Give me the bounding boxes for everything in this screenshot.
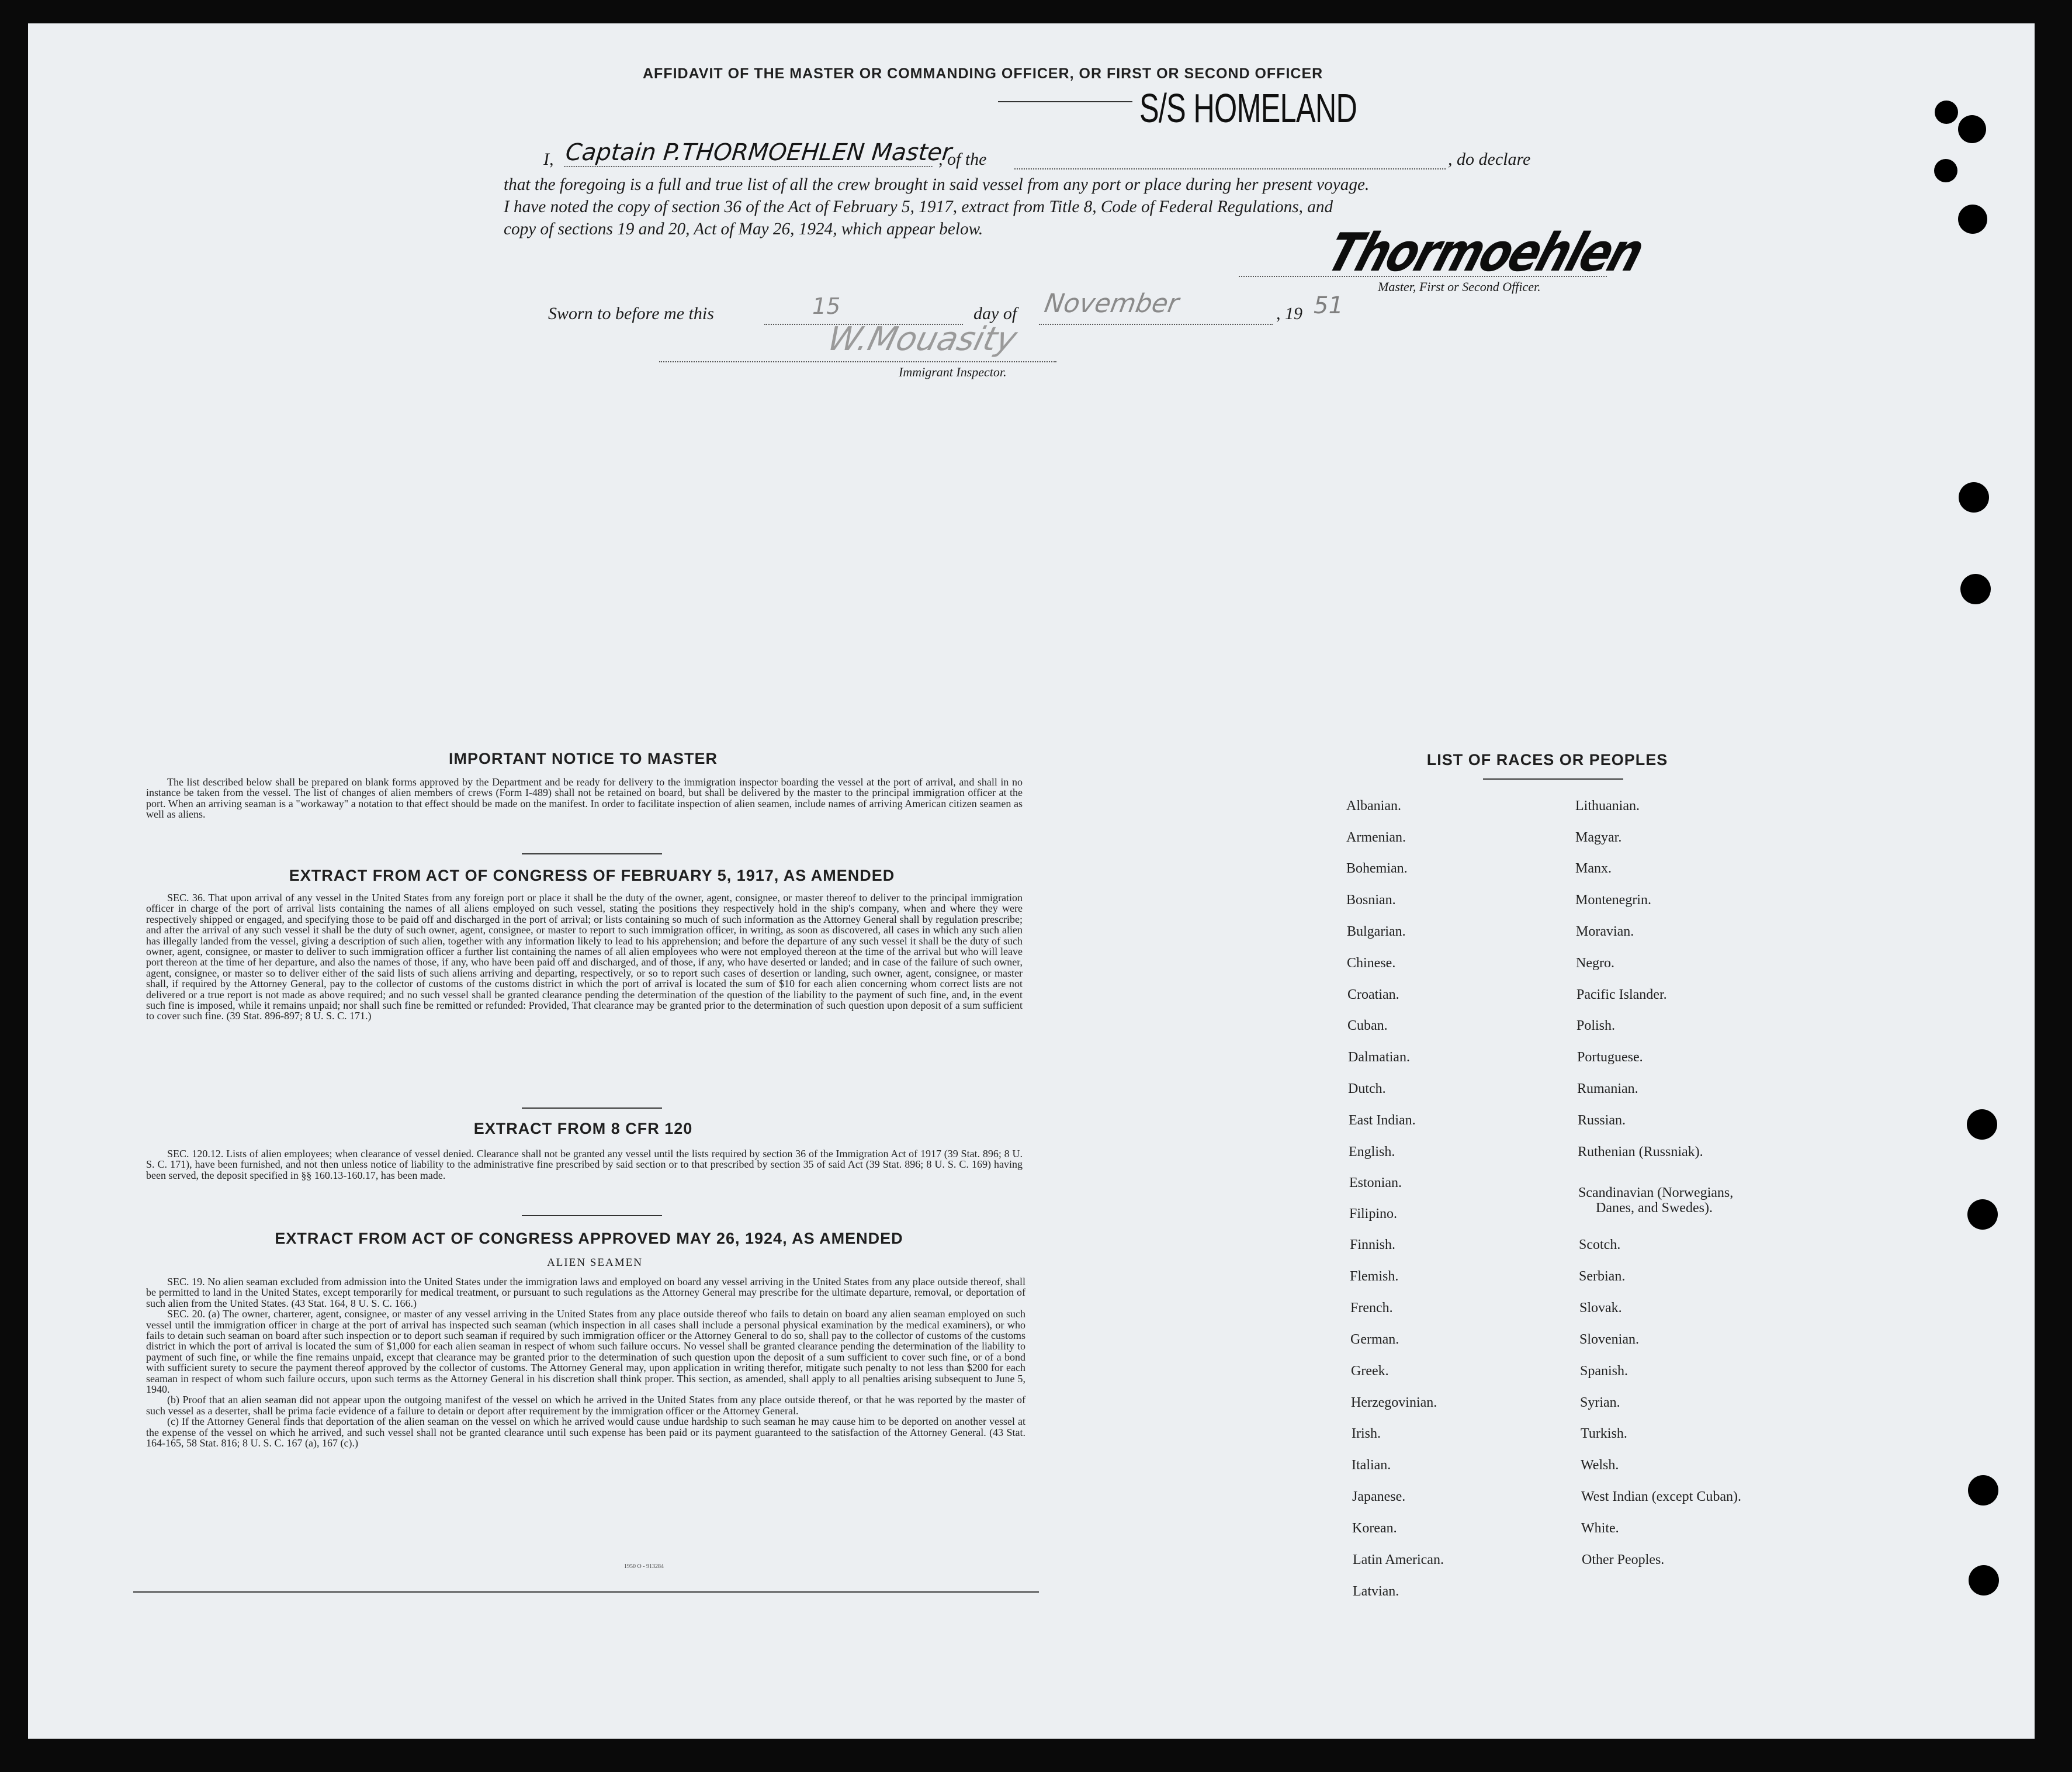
race-item: Danes, and Swedes). [1596, 1200, 1713, 1216]
alien-seamen-subtitle: ALIEN SEAMEN [547, 1257, 643, 1269]
race-item: Herzegovinian. [1351, 1395, 1437, 1410]
race-item: Lithuanian. [1575, 798, 1640, 814]
sec-20b-paragraph: (b) Proof that an alien seaman did not appear upon the outgoing manifest of the vessel on which he arrived in the United States from any place outside thereof, or that he was reported by the master of such vessel as a deserter, shall be prima facie evidence of a failure to detain or deport after requirement by the immigration officer or the Attorney General. [146, 1394, 1025, 1417]
races-title: LIST OF RACES OR PEOPLES [1426, 751, 1668, 769]
inspector-signature: W.Mouasity [823, 320, 1021, 358]
extract-1924-title: EXTRACT FROM ACT OF CONGRESS APPROVED MAY 26, 1924, AS AMENDED [275, 1230, 903, 1247]
race-item: Spanish. [1580, 1363, 1629, 1379]
race-item: Syrian. [1580, 1395, 1620, 1410]
punch-hole [1968, 1475, 1998, 1505]
notice-rule [522, 853, 662, 854]
vessel-name: S/S HOMELAND [1139, 85, 1357, 131]
punch-hole [1967, 1109, 1997, 1140]
master-caption: Master, First or Second Officer. [1378, 279, 1541, 294]
race-item: Irish. [1352, 1426, 1381, 1441]
extract-1917-rule [522, 1108, 662, 1109]
race-item: Greek. [1351, 1363, 1389, 1379]
punch-hole [1934, 159, 1957, 182]
race-item: Bulgarian. [1347, 924, 1406, 939]
sworn-day: 15 [812, 293, 841, 319]
bottom-rule [133, 1591, 1039, 1593]
race-item: Cuban. [1347, 1018, 1388, 1033]
inspector-signature-line [659, 360, 1056, 362]
sec-19-paragraph: SEC. 19. No alien seaman excluded from admission into the United States under the immigration laws and employed on board any vessel arriving in the United States from any place outside thereof, shall be permitted to land in the United States, except temporarily for medical treatment, or pursuant to such regulations as the Attorney General may prescribe for the ultimate departure, removal, or deportation of such alien from the United States. (43 Stat. 164, 8 U. S. C. 166.) [146, 1276, 1025, 1309]
do-declare-label: , do declare [1448, 150, 1531, 169]
race-item: Russian. [1578, 1113, 1626, 1128]
race-item: Bosnian. [1346, 892, 1396, 908]
race-item: Pacific Islander. [1576, 987, 1667, 1002]
race-item: Negro. [1576, 956, 1614, 971]
race-item: Estonian. [1349, 1175, 1402, 1190]
notice-title: IMPORTANT NOTICE TO MASTER [449, 750, 718, 767]
race-item: Scotch. [1579, 1237, 1621, 1252]
punch-hole [1959, 482, 1989, 513]
cfr-rule [522, 1215, 662, 1216]
sec-20c-paragraph: (c) If the Attorney General finds that deportation of the alien seaman on the vessel on which he arrived would cause undue hardship to such seaman he may cause him to be deported on another vessel at the expense of the vessel on which he arrived, and such vessel shall not be granted clearance until such expense has been paid or its payment guaranteed to the satisfaction of the Attorney General. (43 Stat. 164-165, 58 Stat. 816; 8 U. S. C. 167 (a), 167 (c).) [146, 1415, 1025, 1449]
race-item: Filipino. [1349, 1206, 1398, 1221]
race-item: Slovak. [1579, 1300, 1622, 1316]
race-item: Flemish. [1350, 1269, 1399, 1284]
race-item: English. [1349, 1144, 1395, 1160]
year-prefix: , 19 [1276, 304, 1302, 323]
race-item: East Indian. [1349, 1113, 1416, 1128]
race-item: French. [1350, 1300, 1393, 1316]
race-item: Finnish. [1350, 1237, 1396, 1252]
race-item: Magyar. [1575, 830, 1622, 845]
punch-hole [1958, 205, 1987, 234]
race-item: Chinese. [1347, 956, 1396, 971]
extract-1917-title: EXTRACT FROM ACT OF CONGRESS OF FEBRUARY 5, 1917, AS AMENDED [289, 867, 895, 884]
printer-mark: 1950 O - 913284 [624, 1563, 664, 1570]
cfr-text [146, 1148, 1023, 1181]
affidavit-title: AFFIDAVIT OF THE MASTER OR COMMANDING OFFICER, OR FIRST OR SECOND OFFICER [643, 65, 1323, 82]
race-item: Latin American. [1353, 1552, 1444, 1567]
vessel-name-rule [998, 101, 1132, 102]
affidavit-line-4: copy of sections 19 and 20, Act of May 26, 1924, which appear below. [504, 219, 983, 238]
race-item: Croatian. [1347, 987, 1399, 1002]
notice-paragraph: The list described below shall be prepared on blank forms approved by the Department and be ready for delivery to the immigration inspector boarding the vessel at the port of arrival, and shall in no instance be taken from the vessel. The list of changes of alien members of crews (Form I-489) shall not be retained on board, but shall be delivered by the master to the principal immigration officer at the port. When an arriving seaman is a "workaway" a notation to that effect should be made on the manifest. In order to facilitate inspection of alien seamen, include names of arriving American citizen seamen as well as aliens. [146, 776, 1023, 821]
race-item: Welsh. [1581, 1458, 1619, 1473]
document-page [28, 23, 2035, 1739]
affidavit-line-3: I have noted the copy of section 36 of the Act of February 5, 1917, extract from Title 8, Code of Federal Regulations, and [504, 197, 1333, 216]
race-item: West Indian (except Cuban). [1581, 1489, 1741, 1504]
sworn-month: November [1042, 289, 1181, 319]
affidavit-line-2: that the foregoing is a full and true list of all the crew brought in said vessel from any port or place during her present voyage. [504, 175, 1370, 194]
day-of-label: day of [973, 304, 1017, 323]
sworn-year: 51 [1314, 292, 1343, 319]
vessel-blank [1014, 150, 1446, 169]
punch-hole [1967, 1199, 1998, 1230]
of-the-label: , of the [938, 150, 987, 169]
race-item: Moravian. [1576, 924, 1634, 939]
race-item: Dutch. [1348, 1081, 1386, 1096]
race-item: Dalmatian. [1348, 1050, 1410, 1065]
cfr-paragraph: SEC. 120.12. Lists of alien employees; when clearance of vessel denied. Clearance shall not be granted any vessel until the lists required by section 36 of the Immigration Act of 1917 (39 Stat. 896; 8 U. S. C. 171), have been furnished, and not then unless notice of liability to the administrative fine prescribed by said section or to that prescribed by section 35 of said Act (39 Stat. 896; 8 U. S. C. 169) having been served, the deposit specified in §§ 160.13-160.17, has been made. [146, 1148, 1023, 1181]
cfr-title: EXTRACT FROM 8 CFR 120 [473, 1120, 693, 1137]
extract-1917-paragraph: SEC. 36. That upon arrival of any vessel in the United States from any foreign port or place it shall be the duty of the owner, agent, consignee, or master thereof to deliver to the principal immigration officer in charge of the port of arrival lists containing the names of all aliens employed on such vessel, stating the positions they respectively hold in the ship's company, when and where they were respectively shipped or engaged, and specifying those to be paid off and discharged in the port of arrival; or lists containing so much of such information as the Attorney General shall by regulation prescribe; and after the arrival of any such vessel it shall be the duty of such owner, agent, consignee, or master to report to such immigration officer, in writing, as soon as discovered, all cases in which any such alien has illegally landed from the vessel, giving a description of such alien, together with any information likely to lead to his apprehension; and before the departure of any such vessel it shall be the duty of such owner, agent, consignee, or master to deliver to such immigration officer a further list containing the names of all alien employees who were not employed thereon at the time of the arrival but who will leave port thereon at the time of her departure, and also the names of those, if any, who have been paid off and discharged, and of those, if any, who have deserted or landed; and in case of the failure of such owner, agent, consignee, or master so to deliver either of the said lists of such aliens arriving and departing, respectively, or so to report such cases of desertion or landing, such owner, agent, consignee, or master shall, if required by the Attorney General, pay to the collector of customs of the customs district in which the port of arrival is located the sum of $10 for each alien concerning whom correct lists are not delivered or a true report is not made as above required; and no such vessel shall be granted clearance pending the determination of the question of the liability to the payment of such fine, and, in the event such fine is imposed, while it remains unpaid; nor shall such fine be remitted or refunded: Provided, That clearance may be granted prior to the determination of such question upon deposit of a sum sufficient to cover such fine. (39 Stat. 896-897; 8 U. S. C. 171.) [146, 892, 1023, 1022]
master-signature-line [1239, 275, 1607, 277]
race-item: Rumanian. [1577, 1081, 1638, 1096]
declarant-name: Captain P.THORMOEHLEN Master [564, 139, 953, 166]
race-item: Manx. [1575, 861, 1612, 876]
races-rule [1483, 778, 1623, 780]
master-signature: Thormoehlen [1319, 222, 1650, 283]
race-item: Albanian. [1346, 798, 1401, 814]
sworn-label: Sworn to before me this [548, 304, 714, 323]
race-item: Japanese. [1352, 1489, 1406, 1504]
punch-hole [1960, 574, 1991, 604]
race-item: Latvian. [1353, 1584, 1399, 1599]
race-item: Turkish. [1581, 1426, 1627, 1441]
notice-text [146, 777, 1023, 820]
i-label: I, [543, 150, 554, 169]
declarant-line [526, 139, 1636, 172]
race-item: Armenian. [1346, 830, 1406, 845]
punch-hole [1958, 115, 1986, 143]
race-item: Ruthenian (Russniak). [1578, 1144, 1703, 1160]
race-item: Portuguese. [1577, 1050, 1643, 1065]
race-item: Slovenian. [1579, 1332, 1639, 1347]
race-item: German. [1350, 1332, 1399, 1347]
race-item: Montenegrin. [1575, 892, 1651, 908]
race-item: Other Peoples. [1582, 1552, 1665, 1567]
race-item: Bohemian. [1346, 861, 1408, 876]
punch-hole [1969, 1565, 1999, 1596]
inspector-caption: Immigrant Inspector. [899, 365, 1007, 379]
sec-20a-paragraph: SEC. 20. (a) The owner, charterer, agent, consignee, or master of any vessel arriving in the United States from any place outside thereof who fails to detain on board any alien seaman employed on such vessel until the immigration officer in charge at the port of arrival has inspected such seaman (which inspection in all cases shall include a personal physical examination by the medical examiners), or who fails to detain such seaman on board after such inspection or to deport such seaman if required by such immigration officer or the Attorney General to do so, shall pay to the collector of customs of the customs district in which the port of arrival is located the sum of $1,000 for each alien seaman in respect of whom such failure occurs. No vessel shall be granted clearance pending the determination of the liability to payment of such fine, or while the fine remains unpaid, except that clearance may be granted prior to the determination of such question upon the deposit of a sum sufficient to cover such fine, or of a bond with sufficient surety to secure the payment thereof approved by the collector of customs. The Attorney General may, upon application in writing therefor, mitigate such penalty to not less than $200 for each seaman in respect of whom such failure occurs, upon such terms as the Attorney General in his discretion shall think proper. This section, as amended, shall apply to all penalties arising subsequent to June 5, 1940. [146, 1308, 1025, 1396]
extract-1917-text [146, 892, 1023, 1022]
race-item: Serbian. [1579, 1269, 1626, 1284]
punch-hole [1935, 101, 1958, 124]
race-item: Korean. [1352, 1521, 1397, 1536]
extract-1924-text [146, 1276, 1025, 1449]
race-item: White. [1581, 1521, 1619, 1536]
race-item: Italian. [1352, 1458, 1391, 1473]
race-item: Scandinavian (Norwegians, [1578, 1185, 1734, 1200]
race-item: Polish. [1576, 1018, 1616, 1033]
